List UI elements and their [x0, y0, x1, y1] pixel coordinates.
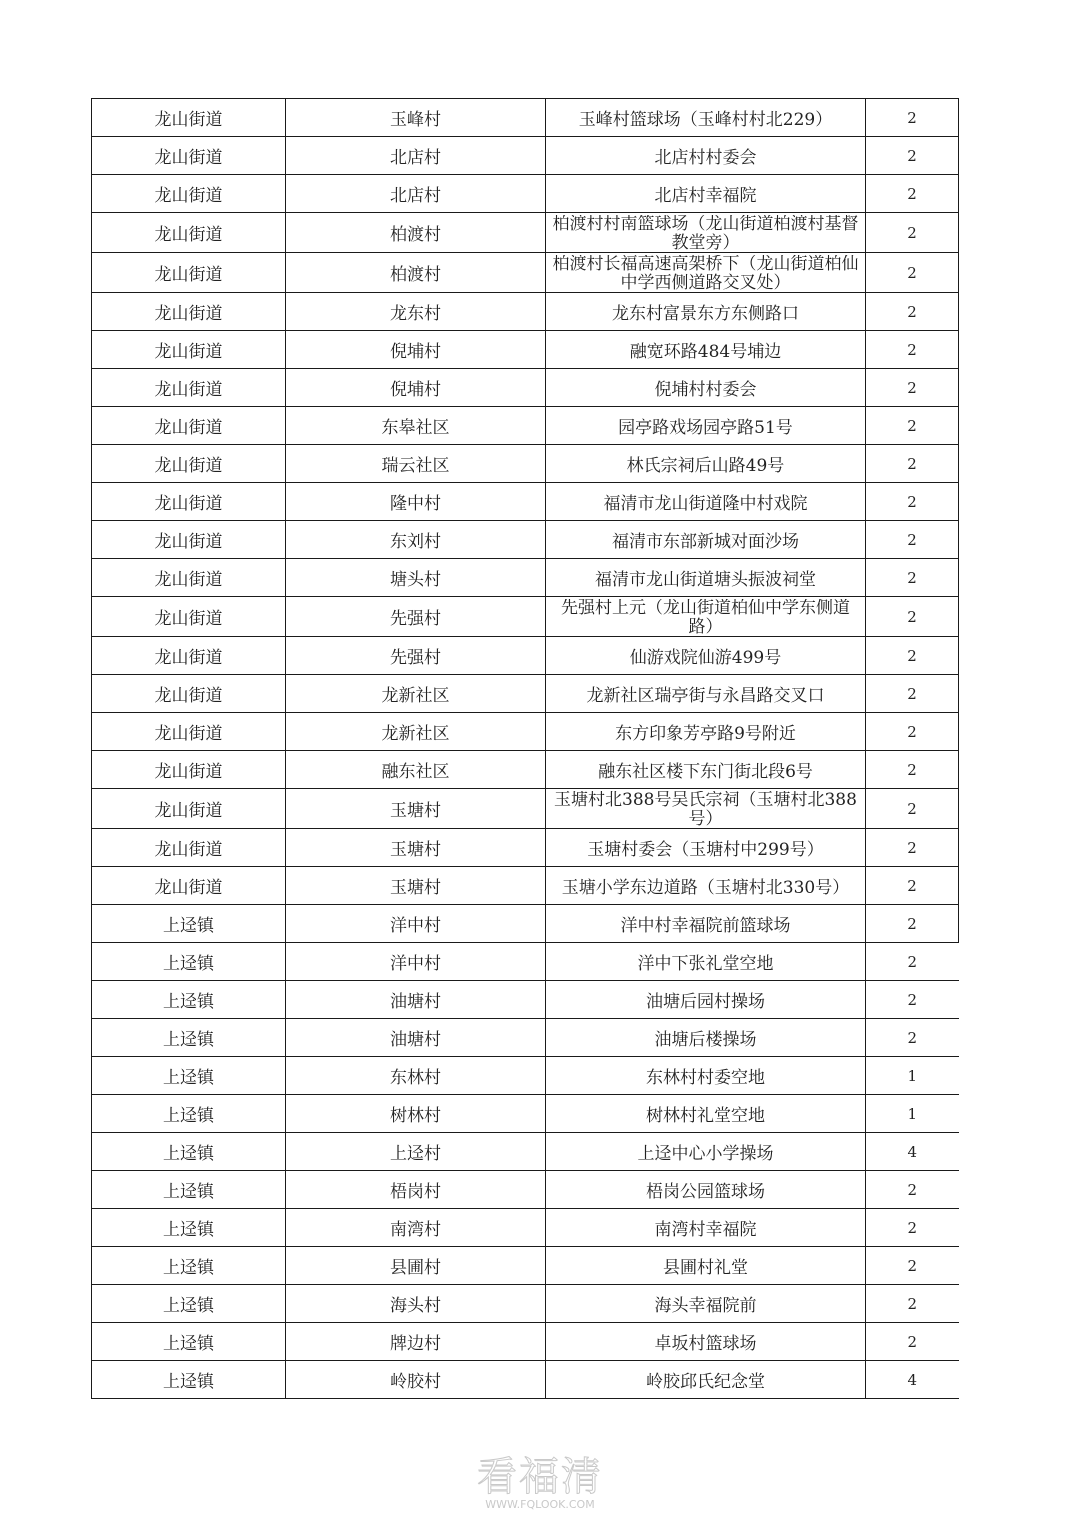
village-cell: 倪埔村 [286, 369, 546, 407]
location-cell: 融宽环路484号埔边 [546, 331, 866, 369]
count-cell: 2 [866, 559, 959, 597]
village-cell: 先强村 [286, 597, 546, 637]
village-cell: 南湾村 [286, 1209, 546, 1247]
street-cell: 龙山街道 [92, 675, 286, 713]
count-cell: 2 [866, 1285, 959, 1323]
table-row [92, 789, 959, 829]
count-cell: 2 [866, 445, 959, 483]
street-cell: 上迳镇 [92, 943, 286, 981]
village-cell: 牌边村 [286, 1323, 546, 1361]
village-cell: 玉峰村 [286, 99, 546, 137]
location-cell [546, 253, 866, 293]
street-cell: 龙山街道 [92, 559, 286, 597]
location-cell: 油塘后园村操场 [546, 981, 866, 1019]
count-cell: 2 [866, 751, 959, 789]
count-cell: 2 [866, 1019, 959, 1057]
table-row [92, 213, 959, 253]
location-cell: 洋中下张礼堂空地 [546, 943, 866, 981]
location-cell: 树林村礼堂空地 [546, 1095, 866, 1133]
count-cell: 2 [866, 1171, 959, 1209]
village-cell: 东刘村 [286, 521, 546, 559]
table-row [92, 1209, 959, 1247]
table-row [92, 1171, 959, 1209]
count-cell: 2 [866, 483, 959, 521]
count-cell: 2 [866, 213, 959, 253]
location-text: 柏渡村村南篮球场（龙山街道柏渡村基督教堂旁） [552, 215, 859, 250]
street-cell: 上迳镇 [92, 1209, 286, 1247]
table-row [92, 407, 959, 445]
count-cell: 2 [866, 99, 959, 137]
village-cell: 柏渡村 [286, 213, 546, 253]
village-cell: 东林村 [286, 1057, 546, 1095]
location-cell: 龙新社区瑞亭街与永昌路交叉口 [546, 675, 866, 713]
count-cell: 2 [866, 829, 959, 867]
location-cell: 玉峰村篮球场（玉峰村村北229） [546, 99, 866, 137]
table-row [92, 1057, 959, 1095]
village-cell: 柏渡村 [286, 253, 546, 293]
village-cell: 油塘村 [286, 1019, 546, 1057]
street-cell: 上迳镇 [92, 1323, 286, 1361]
location-cell: 县圃村礼堂 [546, 1247, 866, 1285]
count-cell: 2 [866, 137, 959, 175]
village-cell: 倪埔村 [286, 331, 546, 369]
street-cell: 龙山街道 [92, 483, 286, 521]
street-cell: 龙山街道 [92, 137, 286, 175]
site-table-container [91, 98, 958, 1399]
watermark-main-text: 看福清 [477, 1454, 603, 1500]
village-cell: 龙新社区 [286, 675, 546, 713]
count-cell: 2 [866, 597, 959, 637]
table-row [92, 713, 959, 751]
table-row [92, 943, 959, 981]
street-cell: 龙山街道 [92, 597, 286, 637]
street-cell: 龙山街道 [92, 713, 286, 751]
count-cell: 1 [866, 1095, 959, 1133]
location-cell [546, 789, 866, 829]
table-row [92, 483, 959, 521]
table-row [92, 1133, 959, 1171]
street-cell: 上迳镇 [92, 981, 286, 1019]
table-row [92, 1019, 959, 1057]
street-cell: 龙山街道 [92, 293, 286, 331]
count-cell: 2 [866, 1247, 959, 1285]
count-cell: 2 [866, 713, 959, 751]
street-cell: 龙山街道 [92, 331, 286, 369]
location-cell: 园亭路戏场园亭路51号 [546, 407, 866, 445]
table-row [92, 175, 959, 213]
count-cell: 2 [866, 637, 959, 675]
location-cell: 岭胶邱氏纪念堂 [546, 1361, 866, 1399]
table-row [92, 867, 959, 905]
location-cell: 北店村幸福院 [546, 175, 866, 213]
location-cell: 南湾村幸福院 [546, 1209, 866, 1247]
count-cell: 2 [866, 981, 959, 1019]
street-cell: 龙山街道 [92, 253, 286, 293]
village-cell: 瑞云社区 [286, 445, 546, 483]
table-row [92, 559, 959, 597]
count-cell: 2 [866, 675, 959, 713]
location-cell: 玉塘村委会（玉塘村中299号） [546, 829, 866, 867]
location-cell: 福清市东部新城对面沙场 [546, 521, 866, 559]
location-cell: 卓坂村篮球场 [546, 1323, 866, 1361]
village-cell: 岭胶村 [286, 1361, 546, 1399]
table-row [92, 1095, 959, 1133]
location-cell: 龙东村富景东方东侧路口 [546, 293, 866, 331]
count-cell: 2 [866, 175, 959, 213]
table-row [92, 1323, 959, 1361]
street-cell: 龙山街道 [92, 407, 286, 445]
location-cell: 仙游戏院仙游499号 [546, 637, 866, 675]
location-cell: 倪埔村村委会 [546, 369, 866, 407]
street-cell: 上迳镇 [92, 1285, 286, 1323]
count-cell: 4 [866, 1361, 959, 1399]
village-cell: 东皋社区 [286, 407, 546, 445]
street-cell: 龙山街道 [92, 637, 286, 675]
table-row [92, 1361, 959, 1399]
count-cell: 2 [866, 789, 959, 829]
count-cell: 2 [866, 1323, 959, 1361]
street-cell: 龙山街道 [92, 445, 286, 483]
location-cell: 海头幸福院前 [546, 1285, 866, 1323]
village-cell: 上迳村 [286, 1133, 546, 1171]
street-cell: 龙山街道 [92, 213, 286, 253]
location-cell [546, 597, 866, 637]
count-cell: 2 [866, 943, 959, 981]
location-cell: 东方印象芳亭路9号附近 [546, 713, 866, 751]
village-cell: 龙新社区 [286, 713, 546, 751]
village-cell: 融东社区 [286, 751, 546, 789]
village-cell: 北店村 [286, 175, 546, 213]
street-cell: 龙山街道 [92, 369, 286, 407]
location-cell: 福清市龙山街道塘头振波祠堂 [546, 559, 866, 597]
street-cell: 龙山街道 [92, 99, 286, 137]
location-cell: 融东社区楼下东门街北段6号 [546, 751, 866, 789]
count-cell: 2 [866, 521, 959, 559]
village-cell: 洋中村 [286, 943, 546, 981]
village-cell: 洋中村 [286, 905, 546, 943]
village-cell: 塘头村 [286, 559, 546, 597]
location-cell: 玉塘小学东边道路（玉塘村北330号） [546, 867, 866, 905]
street-cell: 上迳镇 [92, 1133, 286, 1171]
village-cell: 海头村 [286, 1285, 546, 1323]
location-cell: 福清市龙山街道隆中村戏院 [546, 483, 866, 521]
street-cell: 上迳镇 [92, 1247, 286, 1285]
village-cell: 树林村 [286, 1095, 546, 1133]
table-row [92, 597, 959, 637]
table-row [92, 1285, 959, 1323]
table-row [92, 99, 959, 137]
watermark-url-text: WWW.FQLOOK.COM [485, 1498, 595, 1511]
location-cell: 梧岗公园篮球场 [546, 1171, 866, 1209]
location-text: 先强村上元（龙山街道柏仙中学东侧道路） [561, 599, 850, 634]
table-row [92, 905, 959, 943]
count-cell: 2 [866, 407, 959, 445]
street-cell: 龙山街道 [92, 867, 286, 905]
count-cell: 2 [866, 253, 959, 293]
street-cell: 上迳镇 [92, 1057, 286, 1095]
village-cell: 玉塘村 [286, 829, 546, 867]
village-cell: 梧岗村 [286, 1171, 546, 1209]
count-cell: 2 [866, 293, 959, 331]
location-text: 柏渡村长福高速高架桥下（龙山街道柏仙中学西侧道路交叉处） [552, 255, 859, 290]
street-cell: 龙山街道 [92, 175, 286, 213]
street-cell: 上迳镇 [92, 1171, 286, 1209]
table-row [92, 293, 959, 331]
count-cell: 2 [866, 369, 959, 407]
street-cell: 龙山街道 [92, 829, 286, 867]
village-cell: 玉塘村 [286, 867, 546, 905]
street-cell: 龙山街道 [92, 521, 286, 559]
village-cell: 北店村 [286, 137, 546, 175]
site-table [91, 98, 959, 1399]
table-row [92, 829, 959, 867]
street-cell: 上迳镇 [92, 1019, 286, 1057]
count-cell: 2 [866, 1209, 959, 1247]
location-text: 玉塘村北388号吴氏宗祠（玉塘村北388号） [554, 791, 857, 826]
village-cell: 隆中村 [286, 483, 546, 521]
table-row [92, 253, 959, 293]
table-row [92, 751, 959, 789]
table-row [92, 1247, 959, 1285]
table-row [92, 675, 959, 713]
table-row [92, 445, 959, 483]
village-cell: 先强村 [286, 637, 546, 675]
village-cell: 玉塘村 [286, 789, 546, 829]
location-cell: 洋中村幸福院前篮球场 [546, 905, 866, 943]
table-row [92, 331, 959, 369]
count-cell: 2 [866, 867, 959, 905]
village-cell: 油塘村 [286, 981, 546, 1019]
table-row [92, 521, 959, 559]
table-row [92, 637, 959, 675]
count-cell: 1 [866, 1057, 959, 1095]
village-cell: 县圃村 [286, 1247, 546, 1285]
location-cell: 上迳中心小学操场 [546, 1133, 866, 1171]
location-cell: 油塘后楼操场 [546, 1019, 866, 1057]
location-cell: 林氏宗祠后山路49号 [546, 445, 866, 483]
street-cell: 上迳镇 [92, 1361, 286, 1399]
watermark-logo [470, 1445, 610, 1511]
table-row [92, 981, 959, 1019]
village-cell: 龙东村 [286, 293, 546, 331]
street-cell: 上迳镇 [92, 905, 286, 943]
count-cell: 2 [866, 905, 959, 943]
location-cell: 东林村村委空地 [546, 1057, 866, 1095]
count-cell: 4 [866, 1133, 959, 1171]
count-cell: 2 [866, 331, 959, 369]
table-row [92, 369, 959, 407]
site-table-body [92, 99, 959, 1399]
table-row [92, 137, 959, 175]
location-cell [546, 213, 866, 253]
street-cell: 上迳镇 [92, 1095, 286, 1133]
street-cell: 龙山街道 [92, 751, 286, 789]
location-cell: 北店村村委会 [546, 137, 866, 175]
street-cell: 龙山街道 [92, 789, 286, 829]
